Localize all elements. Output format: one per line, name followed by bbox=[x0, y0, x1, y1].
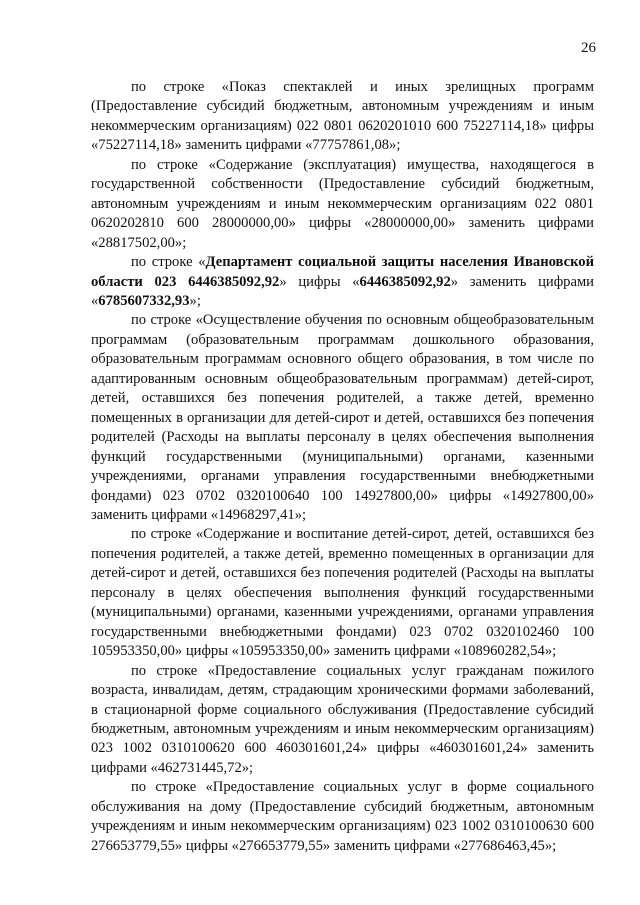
paragraph-text: по строке «Предоставление социальных услуг в форме социального обслуживания на дому (Предоставление субсидий бюджетным, автономным учреждениям и иным некоммерческим организациям) 023 1002 0310100630 600 276653779,55» цифры «276653779,55» заменить цифрами «277686463,45»; bbox=[91, 779, 594, 854]
department-heading: Департамент социальной защиты населения Ивановской области 023 6446385092,92 bbox=[91, 254, 594, 290]
paragraph-department-social-protection bbox=[91, 253, 594, 311]
paragraph-home-social-services bbox=[91, 778, 594, 856]
paragraph-property-maintenance bbox=[91, 156, 594, 253]
paragraph-education-orphans bbox=[91, 311, 594, 525]
paragraph-text: по строке «Предоставление социальных услуг гражданам пожилого возраста, инвалидам, детям, страдающим хроническими формами заболеваний, в стационарной форме социального обслуживания (Предоставление субсидий бюджетным, автономным учреждениям и иным некоммерческим организациям) 023 1002 0310100620 600 460301601,24» цифры «460301601,24» заменить цифрами «462731445,72»; bbox=[91, 662, 594, 776]
paragraph-text: по строке «Содержание (эксплуатация) имущества, находящегося в государственной собственности (Предоставление субсидий бюджетным, автономным учреждениям и иным некоммерческим организациям 022 0801 0620202810 600 28000000,00» цифры «28000000,00» заменить цифрами «28817502,00»; bbox=[91, 156, 594, 251]
paragraph-text: » цифры « bbox=[279, 273, 360, 290]
paragraph-text: »; bbox=[189, 292, 201, 309]
old-amount: 6446385092,92 bbox=[359, 273, 451, 290]
new-amount: 6785607332,93 bbox=[98, 292, 190, 309]
paragraph-inpatient-social-services bbox=[91, 662, 594, 779]
document-body bbox=[91, 78, 594, 856]
paragraph-text: по строке «Осуществление обучения по основным общеобразовательным программам (образовательным программам дошкольного образования, образовательным программам основного общего образования, в том числе по адаптированным основным общеобразовательным программам) детей-сирот, детей, оставшихся без попечения родителей, а также детей, временно помещенных в организации для детей-сирот и детей, оставшихся без попечения родителей (Расходы на выплаты персоналу в целях обеспечения выполнения функций государственными (муниципальными) органами, казенными учреждениями, органами управления государственными внебюджетными фондами) 023 0702 0320100640 100 14927800,00» цифры «14927800,00» заменить цифрами «14968297,41»; bbox=[91, 312, 594, 523]
paragraph-orphans-upkeep bbox=[91, 525, 594, 661]
paragraph-performances bbox=[91, 78, 594, 156]
paragraph-text: по строке «Показ спектаклей и иных зрелищных программ (Предоставление субсидий бюджетным, автономным учреждениям и иным некоммерческим организациям) 022 0801 0620201010 600 75227114,18» цифры «75227114,18» заменить цифрами «77757861,08»; bbox=[91, 79, 594, 154]
paragraph-text: по строке « bbox=[131, 254, 206, 271]
page-number: 26 bbox=[581, 40, 596, 56]
paragraph-text: » заменить цифрами « bbox=[91, 273, 594, 309]
paragraph-text: по строке «Содержание и воспитание детей-сирот, детей, оставшихся без попечения родителей, а также детей, временно помещенных в организации для детей-сирот и детей, оставшихся без попечения родителей (Расходы на выплаты персоналу в целях обеспечения выполнения функций государственными (муниципальными) органами, казенными учреждениями, органами управления государственными внебюджетными фондами) 023 0702 0320102460 100 105953350,00» цифры «105953350,00» заменить цифрами «108960282,54»; bbox=[91, 526, 594, 660]
